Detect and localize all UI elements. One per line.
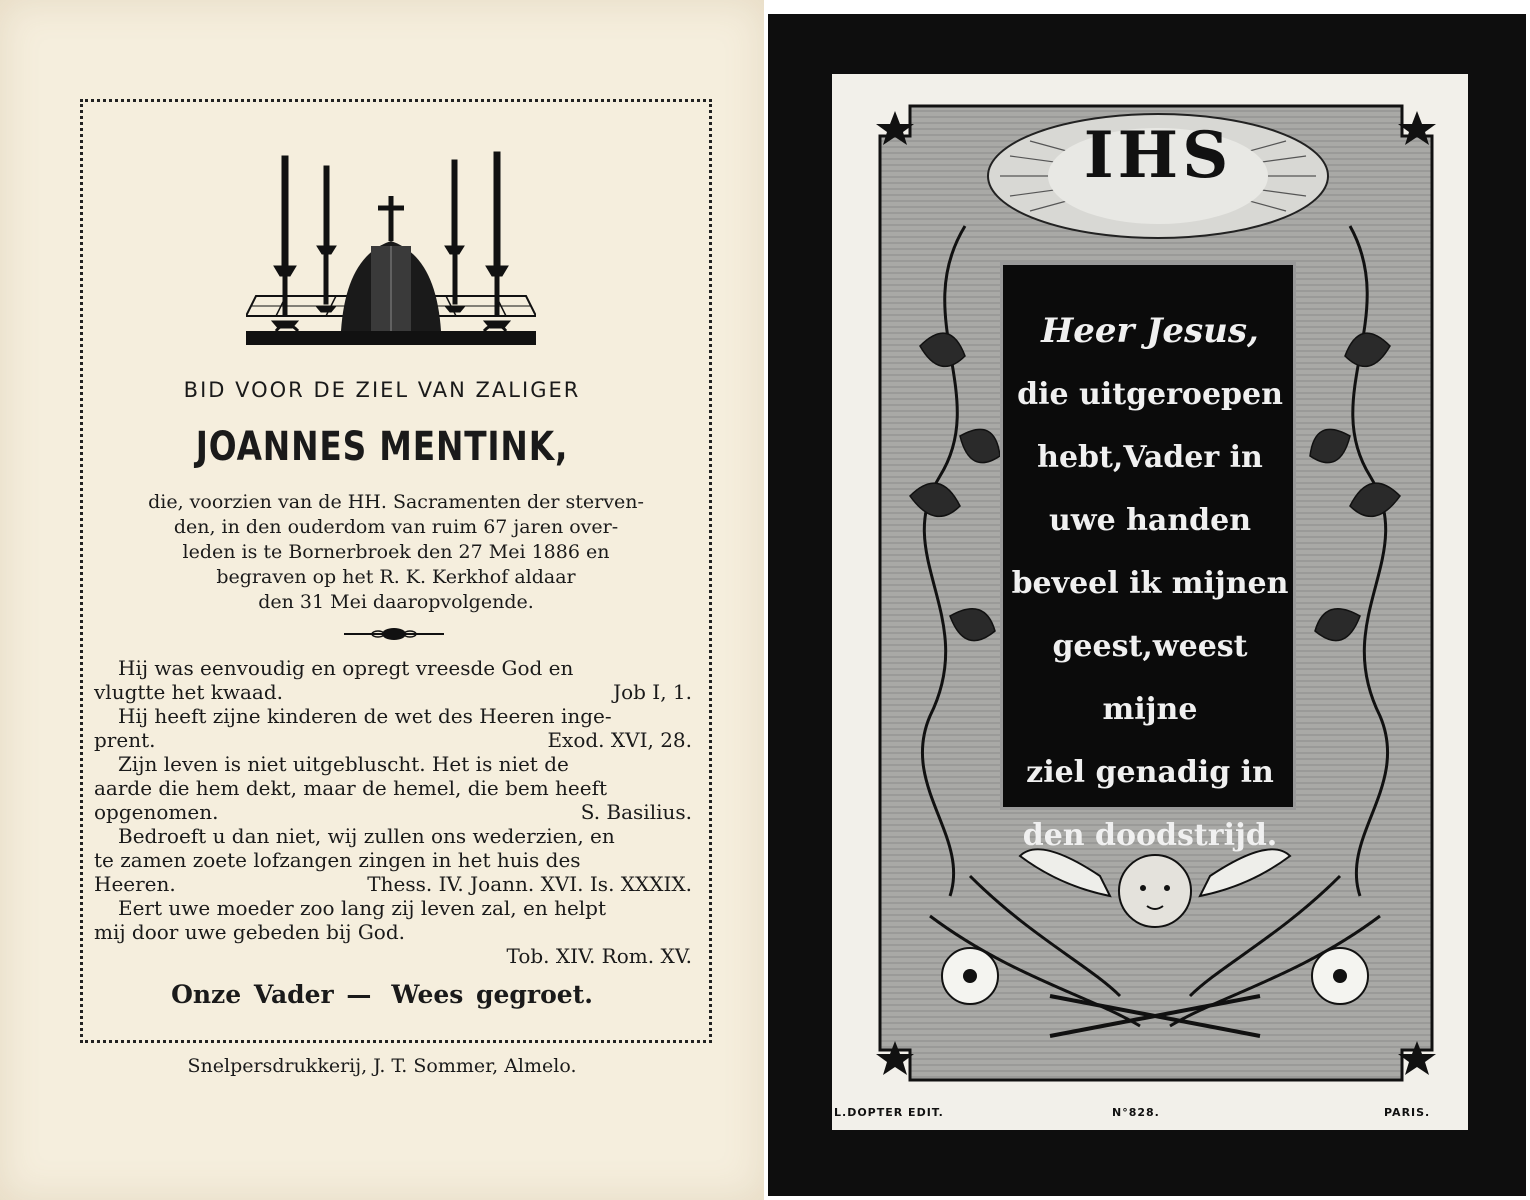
verse-row <box>94 920 698 944</box>
prayer-hail-mary: Wees gegroet. <box>391 980 593 1009</box>
verse-text: te zamen zoete lofzangen zingen in het huis des <box>94 848 581 872</box>
deceased-name: JOANNES MENTINK, <box>195 424 569 470</box>
verse-text: Zijn leven is niet uitgebluscht. Het is niet de <box>118 752 569 776</box>
verse-text: Hij was eenvoudig en opregt vreesde God en <box>118 656 574 680</box>
verse-row <box>94 800 698 824</box>
scripture-verses <box>94 656 698 968</box>
details-line: den 31 Mei daaropvolgende. <box>258 591 534 613</box>
verse-line: ziel genadig in <box>1026 755 1274 790</box>
verse-reference: Thess. IV. Joann. XVI. Is. XXXIX. <box>367 872 692 896</box>
verse-text: Heeren. <box>94 872 176 896</box>
ihs-monogram: IHS <box>1083 118 1233 193</box>
ornament-divider <box>344 624 444 644</box>
publisher-credit: L.DOPTER EDIT. <box>834 1106 944 1119</box>
verse-row <box>94 896 698 920</box>
verse-row <box>94 872 698 896</box>
verse-line: Heer Jesus, <box>1041 311 1259 351</box>
altar-illustration <box>246 146 536 356</box>
verse-row <box>94 944 698 968</box>
printer-credit: Snelpersdrukkerij, J. T. Sommer, Almelo. <box>187 1055 577 1077</box>
card-number: N°828. <box>1112 1106 1160 1119</box>
verse-text: Bedroeft u dan niet, wij zullen ons wederzien, en <box>118 824 615 848</box>
publisher-city: PARIS. <box>1384 1106 1431 1119</box>
details-line: die, voorzien van de HH. Sacramenten der sterven- <box>148 491 644 513</box>
verse-row <box>94 728 698 752</box>
verse-row <box>94 752 698 776</box>
gothic-verse <box>1000 300 1300 867</box>
verse-row <box>94 680 698 704</box>
verse-line: beveel ik mijnen <box>1011 566 1289 601</box>
details-line: leden is te Bornerbroek den 27 Mei 1886 en <box>182 541 610 563</box>
death-details <box>96 490 696 615</box>
verse-line: den doodstrijd. <box>1022 818 1278 853</box>
closing-prayer <box>0 980 764 1009</box>
details-line: den, in den ouderdom van ruim 67 jaren over- <box>173 516 619 538</box>
verse-reference: S. Basilius. <box>580 800 692 824</box>
verse-text: Hij heeft zijne kinderen de wet des Heeren inge- <box>118 704 612 728</box>
verse-reference: Tob. XIV. Rom. XV. <box>506 944 692 968</box>
verse-text: vlugtte het kwaad. <box>94 680 284 704</box>
verse-reference: Exod. XVI, 28. <box>547 728 692 752</box>
details-line: begraven op het R. K. Kerkhof aldaar <box>216 566 576 588</box>
verse-line: hebt,Vader in <box>1037 440 1263 475</box>
intro-line: BID VOOR DE ZIEL VAN ZALIGER <box>183 378 581 402</box>
verse-row <box>94 824 698 848</box>
verse-row <box>94 776 698 800</box>
verse-row <box>94 704 698 728</box>
verse-row <box>94 848 698 872</box>
verse-text: mij door uwe gebeden bij God. <box>94 920 406 944</box>
verse-text: prent. <box>94 728 156 752</box>
verse-line: die uitgeroepen <box>1017 377 1283 412</box>
verse-text: aarde die hem dekt, maar de hemel, die bem heeft <box>94 776 608 800</box>
verse-text: opgenomen. <box>94 800 219 824</box>
verse-text: Eert uwe moeder zoo lang zij leven zal, en helpt <box>118 896 607 920</box>
prayer-our-father: Onze Vader — <box>171 980 372 1009</box>
verse-row <box>94 656 698 680</box>
verse-reference: Job I, 1. <box>613 680 692 704</box>
verse-line: uwe handen <box>1048 503 1252 538</box>
verse-line: geest,weest mijne <box>1052 629 1248 727</box>
